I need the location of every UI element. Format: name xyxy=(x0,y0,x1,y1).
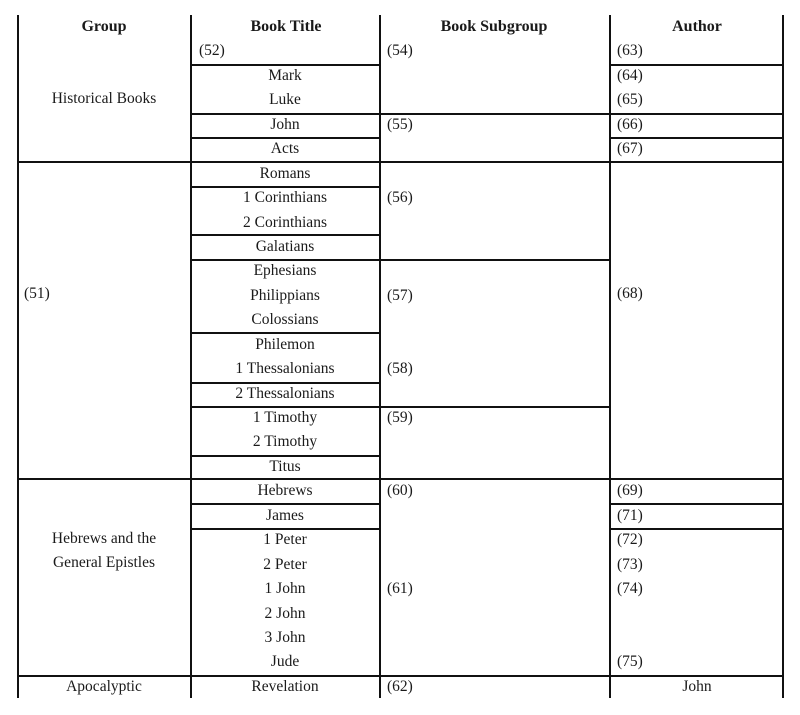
author-74: (74) xyxy=(617,580,643,597)
title-james: James xyxy=(266,507,304,524)
title-separator xyxy=(190,234,380,236)
title-1-timothy: 1 Timothy xyxy=(252,409,318,426)
title-separator xyxy=(190,503,380,505)
col-line-left xyxy=(17,15,19,698)
subgroup-separator xyxy=(379,259,610,261)
title-3-john: 3 John xyxy=(264,629,306,646)
title-galatians: Galatians xyxy=(255,238,315,255)
title-acts: Acts xyxy=(270,140,300,157)
subgroup-54: (54) xyxy=(387,42,413,59)
subgroup-61: (61) xyxy=(387,580,413,597)
group-pauline-placeholder: (51) xyxy=(24,285,50,302)
header-book-title: Book Title xyxy=(250,18,322,35)
author-separator xyxy=(609,503,784,505)
title-2-john: 2 John xyxy=(264,605,306,622)
author-67: (67) xyxy=(617,140,643,157)
subgroup-55: (55) xyxy=(387,116,413,133)
subgroup-59: (59) xyxy=(387,409,413,426)
author-69: (69) xyxy=(617,482,643,499)
subgroup-separator xyxy=(379,113,610,115)
author-64: (64) xyxy=(617,67,643,84)
title-1-thessalonians: 1 Thessalonians xyxy=(235,360,335,377)
author-63: (63) xyxy=(617,42,643,59)
subgroup-57: (57) xyxy=(387,287,413,304)
subgroup-separator xyxy=(379,406,610,408)
group-separator-1 xyxy=(17,161,784,163)
author-75: (75) xyxy=(617,653,643,670)
col-line-group-title xyxy=(190,15,192,698)
title-hebrews: Hebrews xyxy=(257,482,313,499)
header-author: Author xyxy=(672,18,722,35)
title-2-peter: 2 Peter xyxy=(263,556,307,573)
author-revelation-john: John xyxy=(682,678,712,695)
group-general-line-1: Hebrews and the xyxy=(51,530,157,547)
subgroup-58: (58) xyxy=(387,360,413,377)
author-66: (66) xyxy=(617,116,643,133)
col-line-title-subgroup xyxy=(379,15,381,698)
group-apocalyptic: Apocalyptic xyxy=(66,678,142,695)
title-romans: Romans xyxy=(259,165,311,182)
col-line-subgroup-author xyxy=(609,15,611,698)
title-2-thessalonians: 2 Thessalonians xyxy=(235,385,335,402)
author-73: (73) xyxy=(617,556,643,573)
title-titus: Titus xyxy=(269,458,301,475)
header-group: Group xyxy=(81,18,127,35)
group-historical-books: Historical Books xyxy=(51,90,157,107)
title-ephesians: Ephesians xyxy=(253,262,317,279)
title-jude: Jude xyxy=(270,653,300,670)
title-separator xyxy=(190,332,380,334)
title-mark: Mark xyxy=(268,67,302,84)
group-separator-2 xyxy=(17,478,784,480)
subgroup-56: (56) xyxy=(387,189,413,206)
title-2-timothy: 2 Timothy xyxy=(252,433,318,450)
title-1-john: 1 John xyxy=(264,580,306,597)
author-71: (71) xyxy=(617,507,643,524)
title-revelation: Revelation xyxy=(251,678,319,695)
author-68: (68) xyxy=(617,285,643,302)
title-1-corinthians: 1 Corinthians xyxy=(243,189,327,206)
title-luke: Luke xyxy=(269,91,301,108)
title-philippians: Philippians xyxy=(250,287,320,304)
subgroup-60: (60) xyxy=(387,482,413,499)
col-line-right xyxy=(782,15,784,698)
title-colossians: Colossians xyxy=(251,311,319,328)
title-philemon: Philemon xyxy=(255,336,315,353)
subgroup-62: (62) xyxy=(387,678,413,695)
author-65: (65) xyxy=(617,91,643,108)
author-72: (72) xyxy=(617,531,643,548)
header-book-subgroup: Book Subgroup xyxy=(440,18,548,35)
group-general-line-2: General Epistles xyxy=(52,554,156,571)
title-2-corinthians: 2 Corinthians xyxy=(243,214,327,231)
title-john: John xyxy=(270,116,300,133)
title-1-peter: 1 Peter xyxy=(263,531,307,548)
title-placeholder-52: (52) xyxy=(199,42,225,59)
